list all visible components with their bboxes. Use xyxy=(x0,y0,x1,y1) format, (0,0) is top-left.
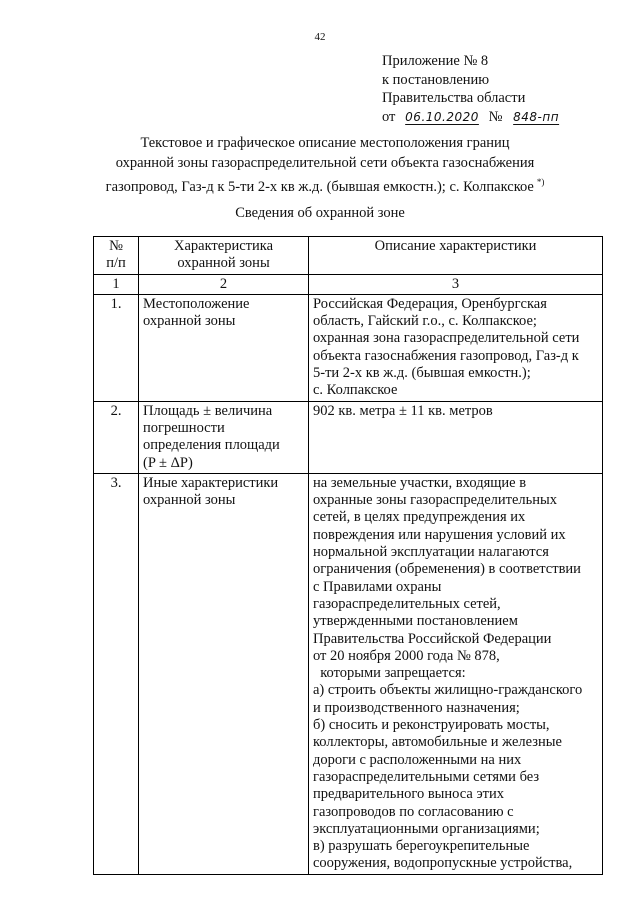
header-num xyxy=(94,237,139,275)
description-line: на земельные участки, входящие в xyxy=(313,474,527,491)
description-line: газопроводов по согласованию с xyxy=(313,803,514,820)
colnum-cell: 3 xyxy=(309,274,603,294)
characteristic-line: охранной зоны xyxy=(143,313,236,330)
colnum-cell: 1 xyxy=(94,274,139,294)
description-line: которыми запрещается: xyxy=(313,665,466,682)
table-row xyxy=(94,401,603,473)
title-line-1: Текстовое и графическое описание местоположения границ xyxy=(140,135,510,151)
colnum-cell: 2 xyxy=(139,274,309,294)
row-characteristic xyxy=(139,473,309,874)
row-number: 2. xyxy=(94,401,139,473)
description-line: сооружения, водопропускные устройства, xyxy=(313,855,573,872)
description-line: в) разрушать берегоукрепительные xyxy=(313,838,530,855)
description-line: с. Колпакское xyxy=(313,382,398,399)
handwritten-date: 06.10.2020 xyxy=(405,109,479,124)
document-title xyxy=(90,134,560,197)
description-line: а) строить объекты жилищно-гражданского xyxy=(313,682,583,699)
characteristic-line: определения площади xyxy=(143,437,280,454)
characteristic-line: Площадь ± величина xyxy=(143,402,273,419)
footnote-mark: *) xyxy=(536,177,545,187)
description-line: охранные зоны газораспределительных xyxy=(313,492,558,509)
page-number: 42 xyxy=(314,31,326,43)
row-description xyxy=(309,473,603,874)
description-line: от 20 ноября 2000 года № 878, xyxy=(313,647,500,664)
header-char-line: охранной зоны xyxy=(177,255,270,272)
title-line-2: охранной зоны газораспределительной сети объекта газоснабжения xyxy=(115,154,535,171)
table-row xyxy=(94,294,603,401)
description-line: ограничения (обременения) в соответствии xyxy=(313,561,581,578)
table-colnum-row xyxy=(94,274,603,294)
description-line: дороги с расположенными на них xyxy=(313,751,522,768)
description-line: нормальной эксплуатации налагаются xyxy=(313,544,549,561)
header-description: Описание характеристики xyxy=(309,237,603,275)
zone-info-table xyxy=(93,236,603,875)
row-characteristic xyxy=(139,401,309,473)
characteristic-line: Местоположение xyxy=(143,295,250,312)
description-line: газораспределительными сетями без xyxy=(313,768,540,785)
row-description xyxy=(309,401,603,473)
from-label: от xyxy=(382,108,396,125)
description-line: предварительного выноса этих xyxy=(313,786,505,803)
row-number: 3. xyxy=(94,473,139,874)
description-line: эксплуатационными организациями; xyxy=(313,820,540,837)
header-num-line: № xyxy=(109,238,123,254)
description-line: 5-ти 2-х кв ж.д. (бывшая емкостн.); xyxy=(313,365,531,382)
appendix-block xyxy=(382,52,566,126)
table-header-row xyxy=(94,237,603,275)
row-number: 1. xyxy=(94,294,139,401)
title-line-3-wrap xyxy=(90,173,560,197)
description-line: 902 кв. метра ± 11 кв. метров xyxy=(313,402,493,419)
header-num-line: п/п xyxy=(106,255,126,272)
characteristic-line: погрешности xyxy=(143,419,225,436)
characteristic-line: (P ± ΔP) xyxy=(143,454,193,471)
description-line: охранная зона газораспределительной сети xyxy=(313,330,580,347)
row-description xyxy=(309,294,603,401)
appendix-date-row xyxy=(382,108,566,127)
description-line: утвержденными постановлением xyxy=(313,613,518,630)
description-line: область, Гайский г.о., с. Колпакское; xyxy=(313,313,537,330)
table-row xyxy=(94,473,603,874)
description-line: газораспределительных сетей, xyxy=(313,595,501,612)
description-line: и производственного назначения; xyxy=(313,699,520,716)
row-characteristic xyxy=(139,294,309,401)
description-line: сетей, в целях предупреждения их xyxy=(313,509,526,526)
description-line: б) сносить и реконструировать мосты, xyxy=(313,717,550,734)
description-line: Правительства Российской Федерации xyxy=(313,630,552,647)
title-line-3: газопровод, Газ-д к 5-ти 2-х кв ж.д. (бывшая емкостн.); с. Колпакское xyxy=(105,178,534,195)
appendix-line-3: Правительства области xyxy=(382,90,526,106)
characteristic-line: охранной зоны xyxy=(143,492,236,509)
description-line: с Правилами охраны xyxy=(313,578,442,595)
section-subtitle: Сведения об охранной зоне xyxy=(235,205,405,221)
description-line: повреждения или нарушения условий их xyxy=(313,526,566,543)
description-line: Российская Федерация, Оренбургская xyxy=(313,295,547,312)
description-line: коллекторы, автомобильные и железные xyxy=(313,734,562,751)
number-label: № xyxy=(488,108,503,125)
header-char-line: Характеристика xyxy=(173,238,274,254)
handwritten-number: 848-пп xyxy=(513,109,560,124)
header-characteristic xyxy=(139,237,309,275)
appendix-line-2: к постановлению xyxy=(382,71,490,88)
description-line: объекта газоснабжения газопровод, Газ-д к xyxy=(313,347,579,364)
characteristic-line: Иные характеристики xyxy=(143,474,279,491)
appendix-line-1: Приложение № 8 xyxy=(382,53,489,69)
